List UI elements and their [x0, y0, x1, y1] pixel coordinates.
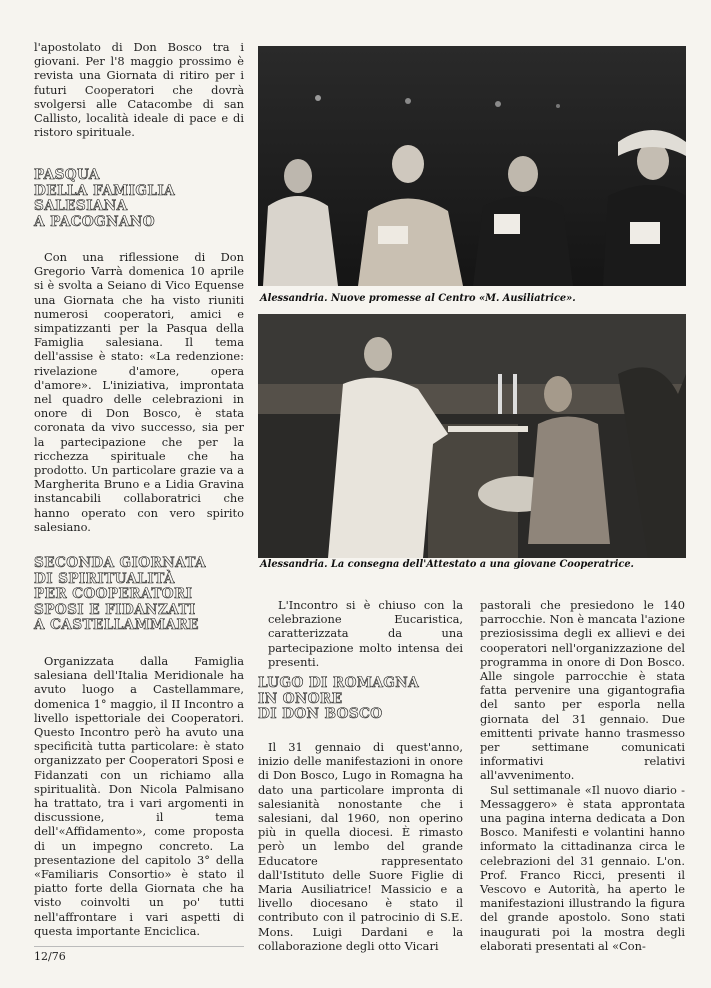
photo-certificate-handover-image [258, 314, 686, 558]
article3-heading: LUGO DI ROMAGNA IN ONORE DI DON BOSCO [258, 675, 420, 723]
photo-certificate-handover [258, 314, 686, 558]
article2-heading: SECONDA GIORNATA DI SPIRITUALITÀ PER COOPERATORI SPOSI E FIDANZATI A CASTELLAMMARE [34, 555, 206, 634]
photo2-caption: Alessandria. La consegna dell'Attestato a una giovane Cooperatrice. [260, 559, 634, 570]
page-number: 12/76 [34, 950, 66, 963]
article2-body: Organizzata dalla Famiglia salesiana dell'Italia Meridionale ha avuto luogo a Castellammare, domenica 1° maggio, il II Incontro a livello ispettoriale dei Cooperatori. Questo Incontro però ha avuto una specificità tutta particolare: è stato organizzato per Cooperatori Sposi e Fidanzati con un richiamo alla spiritualità. Don Nicola Palmisano ha trattato, tra i vari argomenti in discussione, il tema dell'«Affidamento», come proposta di un impegno concreto. La presentazione del capitolo 3° della «Familiaris Consortio» è stato il piatto forte della Giornata che ha visto coinvolti un po' tutti nell'affrontare i vari aspetti di questa importante Enciclica. [34, 654, 244, 938]
footer-rule [34, 946, 244, 947]
photo1-caption: Alessandria. Nuove promesse al Centro «M. Ausiliatrice». [260, 293, 576, 304]
column1-intro: l'apostolato di Don Bosco tra i giovani. Per l'8 maggio prossimo è revista una Giornata di ritiro per i futuri Cooperatori che dovrà svolgersi alle Catacombe di san Callisto, località ideale di pace e di ristoro spirituale. [34, 40, 244, 140]
photo-ceremony-women-image [258, 46, 686, 286]
article1-heading: PASQUA DELLA FAMIGLIA SALESIANA A PACOGNANO [34, 167, 176, 230]
article1-body: Con una riflessione di Don Gregorio Varrà domenica 10 aprile si è svolta a Seiano di Vico Equense una Giornata che ha visto riuniti numerosi cooperatori, amici e simpatizzanti per la Pasqua della Famiglia salesiana. Il tema dell'assise è stato: «La redenzione: rivelazione d'amore, opera d'amore». L'iniziativa, improntata nel quadro delle celebrazioni in onore di Don Bosco, è stata coronata da vivo successo, sia per la partecipazione che per la ricchezza spirituale che ha prodotto. Un particolare grazie va a Margherita Bruno e a Lidia Gravina instancabili collaboratrici che hanno operato con vero spirito salesiano. [34, 250, 244, 534]
article3-body-col2: Il 31 gennaio di quest'anno, inizio delle manifestazioni in onore di Don Bosco, Lugo in Romagna ha dato una particolare impronta di salesianità nonostante che i salesiani, dal 1960, non operino più in quella diocesi. È rimasto però un lembo del grande Educatore rappresentato dall'Istituto delle Suore Figlie di Maria Ausiliatrice! Massicio e a livello diocesano è stato il contributo con il patrocinio di S.E. Mons. Luigi Dardani e la collaborazione degli otto Vicari [258, 740, 463, 953]
article3-body-col3: pastorali che presiedono le 140 parrocchie. Non è mancata l'azione preziosissima degli ex allievi e dei cooperatori nell'organizzazione del programma in onore di Don Bosco. Alle singole parrocchie è stata fatta pervenire una gigantografia del santo per esporla nella giornata del 31 gennaio. Due emittenti private hanno trasmesso per settimane comunicati informativi relativi all'avvenimento. Sul settimanale «Il nuovo diario - Messaggero» è stata approntata una pagina interna dedicata a Don Bosco. Manifesti e volantini hanno informato la cittadinanza circa le celebrazioni del 31 gennaio. L'on. Prof. Franco Ricci, presenti il Vescovo e Autorità, ha aperto le manifestazioni illustrando la figura del grande apostolo. Sono stati inaugurati poi la mostra degli elaborati presentati al «Con- [480, 598, 685, 953]
article2-continuation: L'Incontro si è chiuso con la celebrazione Eucaristica, caratterizzata da una partecipazione molto intensa dei presenti. [268, 598, 463, 669]
photo-ceremony-women [258, 46, 686, 286]
